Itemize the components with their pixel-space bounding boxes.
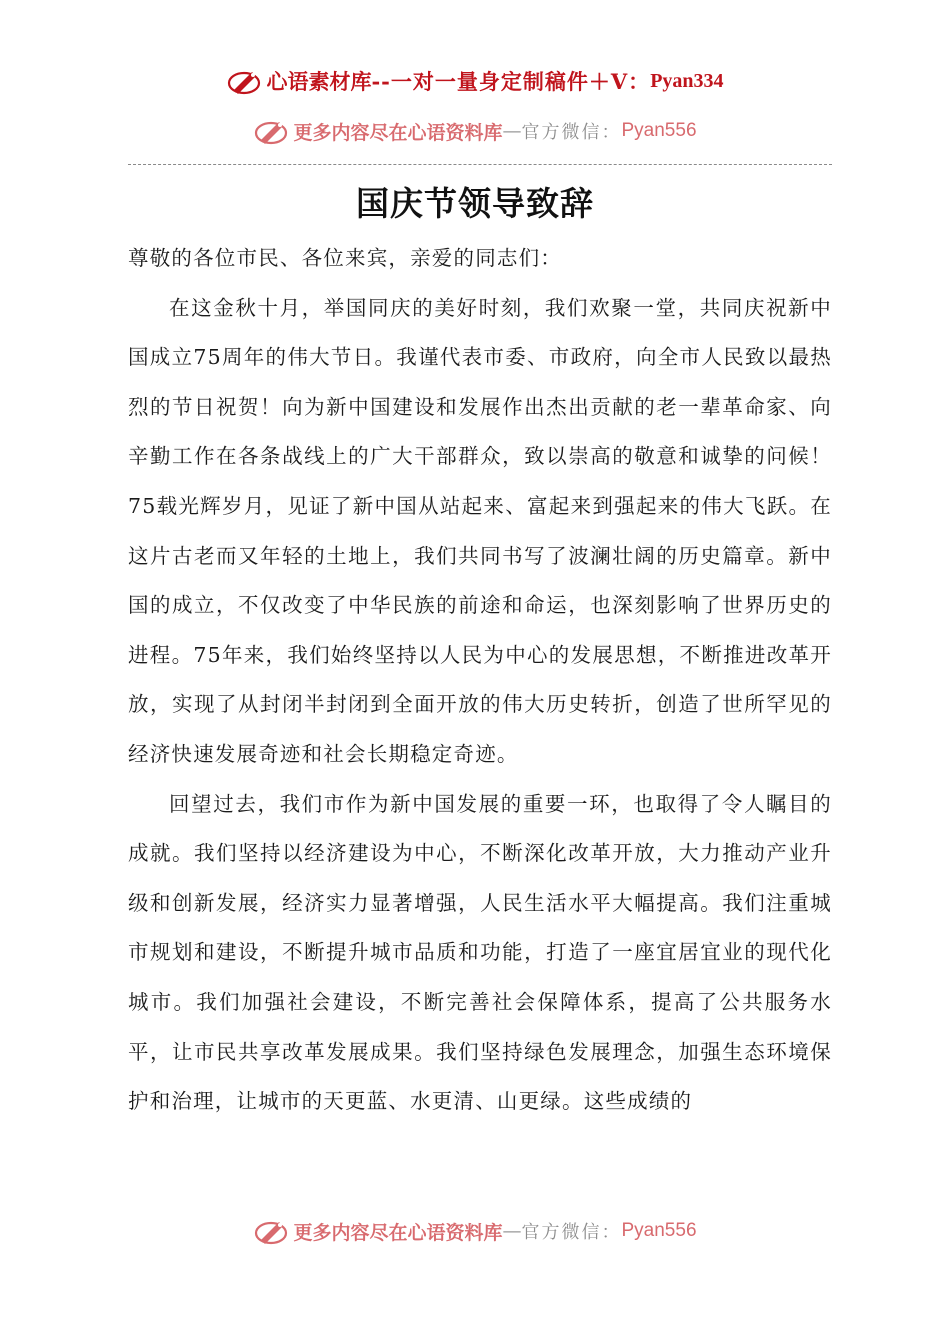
header-brand-bar [0,64,950,98]
pen-nib-logo-icon [253,116,289,146]
document-body [128,234,832,1127]
brand-name: 心语素材库 [266,70,372,94]
footer-wechat-id: Pyan556 [621,1220,697,1241]
footer-official-text: 官方微信： [521,1222,622,1243]
pen-nib-logo-icon [226,66,262,96]
footer-banner [0,1214,950,1248]
banner-dash: — [502,120,522,142]
banner-more-text: 更多内容尽在心语资料库 [293,121,503,144]
banner-wechat-id: Pyan556 [621,120,697,141]
footer-more-text: 更多内容尽在心语资料库 [293,1221,503,1244]
greeting: 尊敬的各位市民、各位来宾，亲爱的同志们： [128,246,562,270]
brand-wechat-id: Pyan334 [650,69,724,92]
banner-official-text: 官方微信： [521,122,622,143]
header-divider [128,164,832,165]
brand-slogan: --一对一量身定制稿件＋V： [371,69,651,94]
footer-dash: — [502,1220,522,1242]
pen-nib-logo-icon [253,1216,289,1246]
header-banner [0,114,950,148]
document-title: 国庆节领导致辞 [356,184,594,223]
paragraph-1: 在这金秋十月，举国同庆的美好时刻，我们欢聚一堂，共同庆祝新中国成立75周年的伟大节日。我谨代表市委、市政府，向全市人民致以最热烈的节日祝贺！向为新中国建设和发展作出杰出贡献的老一辈革命家、向辛勤工作在各条战线上的广大干部群众，致以崇高的敬意和诚挚的问候！75载光辉岁月，见证了新中国从站起来、富起来到强起来的伟大飞跃。在这片古老而又年轻的土地上，我们共同书写了波澜壮阔的历史篇章。新中国的成立，不仅改变了中华民族的前途和命运，也深刻影响了世界历史的进程。75年来，我们始终坚持以人民为中心的发展思想，不断推进改革开放，实现了从封闭半封闭到全面开放的伟大历史转折，创造了世所罕见的经济快速发展奇迹和社会长期稳定奇迹。 [128,295,832,766]
paragraph-2: 回望过去，我们市作为新中国发展的重要一环，也取得了令人瞩目的成就。我们坚持以经济建设为中心，不断深化改革开放，大力推动产业升级和创新发展，经济实力显著增强，人民生活水平大幅提高。我们注重城市规划和建设，不断提升城市品质和功能，打造了一座宜居宜业的现代化城市。我们加强社会建设，不断完善社会保障体系，提高了公共服务水平，让市民共享改革发展成果。我们坚持绿色发展理念，加强生态环境保护和治理，让城市的天更蓝、水更清、山更绿。这些成绩的 [128,791,832,1114]
